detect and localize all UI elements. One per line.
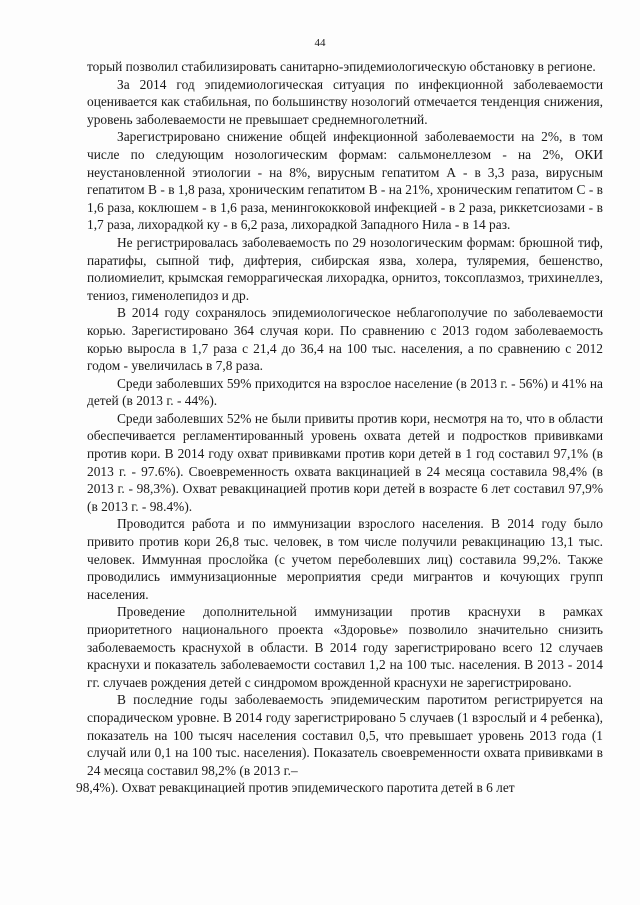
paragraph-continued: торый позволил стабилизировать санитарно-эпидемиологическую обстановку в регионе. [87, 59, 596, 74]
document-body [76, 58, 603, 797]
paragraph-not-registered: Не регистрировалась заболеваемость по 29 нозологическим формам: брюшной тиф, паратифы, сыпной тиф, дифтерия, сибирская язва, холера, туляремия, бешенство, полиомиелит, крымская геморрагическая лихорадка, орнитоз, токсоплазмоз, трихинеллез, тениоз, гименолепидоз и др. [87, 234, 603, 303]
paragraph-epidemic-situation: За 2014 год эпидемиологическая ситуация по инфекционной заболеваемости оценивается как стабильная, по большинству нозологий отмечается тенденция снижения, уровень заболеваемости не превышает среднемноголетний. [87, 76, 603, 127]
page-number: 44 [314, 37, 326, 49]
paragraph-measles-adults-children: Среди заболевших 59% приходится на взрослое население (в 2013 г. - 56%) и 41% на детей (в 2013 г. - 44%). [87, 375, 603, 409]
paragraph-adult-immunization: Проводится работа и по иммунизации взрослого населения. В 2014 году было привито против кори 26,8 тыс. человек, в том числе получили ревакцинацию 13,1 тыс. человек. Иммунная прослойка (с учетом переболевших лиц) составила 99,2%. Также проводились иммунизационные мероприятия среди мигрантов и кочующих групп населения. [87, 516, 603, 602]
paragraph-measles-vaccination: Среди заболевших 52% не были привиты против кори, несмотря на то, что в области обеспечивается регламентированный уровень охвата детей и подростков прививками против кори. В 2014 году охват прививками против кори детей в 1 год составил 97,1% (в 2013 г. - 97.6%). Своевременность охвата вакцинацией в 24 месяца составила 98,4% (в 2013 г. - 98,3%). Охват ревакцинацией против кори детей в возрасте 6 лет составил 97,9% (в 2013 г. - 98.4%). [87, 410, 603, 514]
paragraph-mumps: В последние годы заболеваемость эпидемическим паротитом регистрируется на спорадическом уровне. В 2014 году зарегистрировано 5 случаев (1 взрослый и 4 ребенка), показатель на 100 тысяч населения составил 0,5, что превышает уровень 2013 года (1 случай или 0,1 на 100 тыс. населения). Показатель своевременности охвата прививками в 24 месяца составил 98,2% (в 2013 г.– [87, 692, 603, 778]
paragraph-rubella: Проведение дополнительной иммунизации против краснухи в рамках приоритетного национального проекта «Здоровье» позволило значительно снизить заболеваемость краснухой в области. В 2014 году зарегистрировано всего 12 случаев краснухи и показатель заболеваемости составил 1,2 на 100 тыс. населения. В 2013 - 2014 гг. случаев рождения детей с синдромом врожденной краснухи не зарегистрировано. [87, 604, 603, 690]
paragraph-morbidity-decrease: Зарегистрировано снижение общей инфекционной заболеваемости на 2%, в том числе по следующим нозологическим формам: сальмонеллезом - на 2%, ОКИ неустановленной этиологии - на 8%, вирусным гепатитом А - в 3,3 раза, вирусным гепатитом В - в 1,8 раза, хроническим гепатитом В - на 21%, хроническим гепатитом С - в 1,6 раза, коклюшем - в 1,6 раза, менингококковой инфекцией - в 2 раза, риккетсиозами - в 1,7 раза, лихорадкой ку - в 6,2 раза, лихорадкой Западного Нила - в 14 раз. [87, 129, 603, 233]
paragraph-measles: В 2014 году сохранялось эпидемиологическое неблагополучие по заболеваемости корью. Зарегистировано 364 случая кори. По сравнению с 2013 годом заболеваемость корью выросла в 1,7 раза с 21,4 до 36,4 на 100 тыс. населения, а по сравнению с 2012 годом - увеличилась в 7,8 раза. [87, 305, 603, 374]
paragraph-mumps-continued: 98,4%). Охват ревакцинацией против эпидемического паротита детей в 6 лет [76, 780, 515, 796]
